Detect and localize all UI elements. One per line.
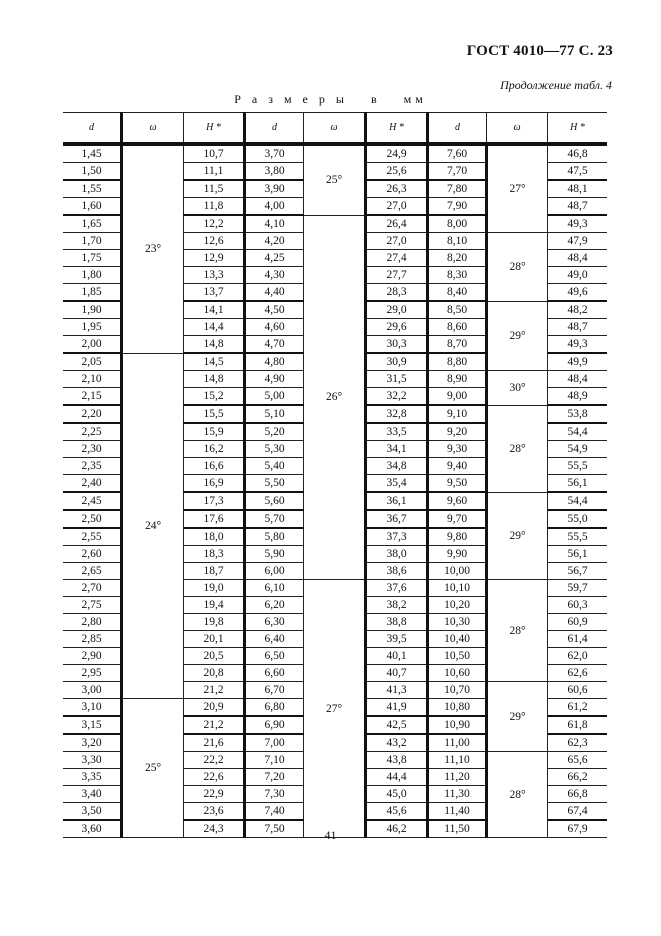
cell-h: 15,9 bbox=[184, 423, 245, 441]
cell-d: 6,60 bbox=[245, 665, 304, 682]
cell-d: 10,70 bbox=[428, 682, 487, 699]
cell-h: 60,6 bbox=[548, 682, 608, 699]
cell-d: 3,80 bbox=[245, 163, 304, 181]
cell-d: 11,40 bbox=[428, 803, 487, 821]
cell-d: 5,30 bbox=[245, 441, 304, 458]
cell-h: 67,9 bbox=[548, 820, 608, 838]
cell-d: 6,80 bbox=[245, 699, 304, 717]
cell-d: 4,10 bbox=[245, 215, 304, 233]
cell-h: 41,9 bbox=[366, 699, 428, 717]
cell-d: 3,00 bbox=[63, 682, 122, 699]
cell-d: 6,40 bbox=[245, 631, 304, 648]
cell-h: 48,4 bbox=[548, 250, 608, 267]
cell-d: 1,45 bbox=[63, 144, 122, 163]
cell-d: 5,20 bbox=[245, 423, 304, 441]
cell-h: 35,4 bbox=[366, 475, 428, 493]
cell-h: 66,2 bbox=[548, 769, 608, 786]
cell-h: 30,3 bbox=[366, 336, 428, 354]
table-continuation-label: Продолжение табл. 4 bbox=[500, 78, 612, 92]
cell-h: 39,5 bbox=[366, 631, 428, 648]
cell-d: 3,60 bbox=[63, 820, 122, 838]
cell-d: 8,90 bbox=[428, 371, 487, 388]
cell-d: 2,85 bbox=[63, 631, 122, 648]
cell-d: 2,35 bbox=[63, 458, 122, 475]
cell-d: 4,30 bbox=[245, 267, 304, 284]
cell-d: 10,90 bbox=[428, 716, 487, 734]
cell-omega-angle: 30° bbox=[487, 371, 548, 406]
cell-d: 2,90 bbox=[63, 648, 122, 665]
cell-d: 2,65 bbox=[63, 563, 122, 580]
cell-d: 3,50 bbox=[63, 803, 122, 821]
cell-d: 9,90 bbox=[428, 546, 487, 563]
cell-h: 47,5 bbox=[548, 163, 608, 181]
cell-d: 9,50 bbox=[428, 475, 487, 493]
cell-h: 14,8 bbox=[184, 336, 245, 354]
cell-d: 2,50 bbox=[63, 510, 122, 528]
cell-h: 54,4 bbox=[548, 423, 608, 441]
cell-d: 7,40 bbox=[245, 803, 304, 821]
cell-d: 6,90 bbox=[245, 716, 304, 734]
cell-h: 14,1 bbox=[184, 301, 245, 319]
cell-h: 11,1 bbox=[184, 163, 245, 181]
cell-omega-angle: 28° bbox=[487, 580, 548, 682]
cell-omega-angle: 25° bbox=[304, 144, 366, 215]
cell-d: 8,00 bbox=[428, 215, 487, 233]
col-header-omega-1: ω bbox=[122, 113, 184, 145]
cell-h: 48,7 bbox=[548, 319, 608, 336]
cell-h: 17,6 bbox=[184, 510, 245, 528]
cell-h: 32,2 bbox=[366, 388, 428, 406]
cell-h: 32,8 bbox=[366, 405, 428, 423]
col-header-h-2: H * bbox=[366, 113, 428, 145]
cell-d: 2,25 bbox=[63, 423, 122, 441]
cell-h: 31,5 bbox=[366, 371, 428, 388]
cell-h: 18,0 bbox=[184, 528, 245, 546]
cell-h: 48,4 bbox=[548, 371, 608, 388]
cell-h: 49,0 bbox=[548, 267, 608, 284]
cell-h: 14,8 bbox=[184, 371, 245, 388]
cell-d: 8,70 bbox=[428, 336, 487, 354]
cell-d: 6,70 bbox=[245, 682, 304, 699]
cell-h: 47,9 bbox=[548, 233, 608, 250]
cell-d: 9,60 bbox=[428, 492, 487, 510]
cell-h: 26,3 bbox=[366, 180, 428, 198]
cell-d: 10,40 bbox=[428, 631, 487, 648]
cell-d: 1,95 bbox=[63, 319, 122, 336]
cell-h: 25,6 bbox=[366, 163, 428, 181]
cell-d: 3,35 bbox=[63, 769, 122, 786]
cell-d: 8,40 bbox=[428, 284, 487, 302]
cell-d: 3,30 bbox=[63, 752, 122, 769]
cell-h: 36,1 bbox=[366, 492, 428, 510]
cell-d: 2,15 bbox=[63, 388, 122, 406]
cell-omega-angle: 25° bbox=[122, 699, 184, 838]
col-header-omega-2: ω bbox=[304, 113, 366, 145]
cell-d: 9,20 bbox=[428, 423, 487, 441]
cell-h: 65,6 bbox=[548, 752, 608, 769]
cell-d: 11,10 bbox=[428, 752, 487, 769]
cell-h: 20,5 bbox=[184, 648, 245, 665]
cell-h: 62,0 bbox=[548, 648, 608, 665]
cell-d: 9,80 bbox=[428, 528, 487, 546]
cell-d: 1,50 bbox=[63, 163, 122, 181]
cell-d: 1,70 bbox=[63, 233, 122, 250]
cell-h: 20,8 bbox=[184, 665, 245, 682]
cell-d: 7,30 bbox=[245, 786, 304, 803]
cell-h: 11,8 bbox=[184, 198, 245, 216]
cell-d: 2,10 bbox=[63, 371, 122, 388]
cell-h: 11,5 bbox=[184, 180, 245, 198]
cell-h: 34,8 bbox=[366, 458, 428, 475]
cell-h: 62,6 bbox=[548, 665, 608, 682]
cell-d: 7,00 bbox=[245, 734, 304, 752]
cell-h: 30,9 bbox=[366, 353, 428, 371]
cell-d: 5,60 bbox=[245, 492, 304, 510]
cell-d: 4,70 bbox=[245, 336, 304, 354]
cell-d: 8,10 bbox=[428, 233, 487, 250]
cell-d: 3,40 bbox=[63, 786, 122, 803]
cell-omega-angle: 27° bbox=[487, 144, 548, 233]
cell-h: 16,9 bbox=[184, 475, 245, 493]
cell-d: 4,50 bbox=[245, 301, 304, 319]
cell-h: 14,5 bbox=[184, 353, 245, 371]
cell-d: 9,30 bbox=[428, 441, 487, 458]
cell-h: 26,4 bbox=[366, 215, 428, 233]
cell-h: 38,6 bbox=[366, 563, 428, 580]
cell-d: 2,75 bbox=[63, 597, 122, 614]
cell-d: 7,50 bbox=[245, 820, 304, 838]
cell-h: 36,7 bbox=[366, 510, 428, 528]
cell-omega-angle: 29° bbox=[487, 492, 548, 580]
cell-d: 4,00 bbox=[245, 198, 304, 216]
cell-h: 22,2 bbox=[184, 752, 245, 769]
cell-h: 40,7 bbox=[366, 665, 428, 682]
units-word-in: в bbox=[370, 92, 381, 106]
cell-h: 60,9 bbox=[548, 614, 608, 631]
cell-h: 56,1 bbox=[548, 475, 608, 493]
cell-h: 42,5 bbox=[366, 716, 428, 734]
cell-d: 2,00 bbox=[63, 336, 122, 354]
cell-h: 27,7 bbox=[366, 267, 428, 284]
cell-d: 2,80 bbox=[63, 614, 122, 631]
cell-h: 15,2 bbox=[184, 388, 245, 406]
cell-h: 61,8 bbox=[548, 716, 608, 734]
cell-h: 55,0 bbox=[548, 510, 608, 528]
cell-h: 17,3 bbox=[184, 492, 245, 510]
cell-omega-angle: 28° bbox=[487, 233, 548, 302]
cell-d: 1,60 bbox=[63, 198, 122, 216]
cell-d: 2,20 bbox=[63, 405, 122, 423]
cell-d: 4,60 bbox=[245, 319, 304, 336]
cell-d: 9,40 bbox=[428, 458, 487, 475]
cell-h: 44,4 bbox=[366, 769, 428, 786]
cell-d: 9,10 bbox=[428, 405, 487, 423]
cell-h: 21,2 bbox=[184, 716, 245, 734]
cell-h: 46,2 bbox=[366, 820, 428, 838]
cell-h: 34,1 bbox=[366, 441, 428, 458]
cell-d: 8,50 bbox=[428, 301, 487, 319]
cell-omega-angle: 24° bbox=[122, 353, 184, 699]
cell-d: 5,70 bbox=[245, 510, 304, 528]
units-word-dimensions: Р а з м е р ы bbox=[234, 92, 348, 106]
cell-d: 11,50 bbox=[428, 820, 487, 838]
cell-d: 6,00 bbox=[245, 563, 304, 580]
cell-h: 55,5 bbox=[548, 458, 608, 475]
cell-d: 8,60 bbox=[428, 319, 487, 336]
cell-h: 55,5 bbox=[548, 528, 608, 546]
cell-d: 8,20 bbox=[428, 250, 487, 267]
cell-d: 4,40 bbox=[245, 284, 304, 302]
cell-d: 3,10 bbox=[63, 699, 122, 717]
cell-d: 3,15 bbox=[63, 716, 122, 734]
cell-h: 27,4 bbox=[366, 250, 428, 267]
cell-d: 10,00 bbox=[428, 563, 487, 580]
cell-h: 12,9 bbox=[184, 250, 245, 267]
cell-d: 1,85 bbox=[63, 284, 122, 302]
cell-h: 29,6 bbox=[366, 319, 428, 336]
col-header-d-1: d bbox=[63, 113, 122, 145]
cell-h: 37,6 bbox=[366, 580, 428, 597]
cell-d: 2,95 bbox=[63, 665, 122, 682]
cell-d: 6,30 bbox=[245, 614, 304, 631]
table-row bbox=[63, 144, 607, 163]
cell-h: 61,4 bbox=[548, 631, 608, 648]
cell-h: 20,9 bbox=[184, 699, 245, 717]
cell-h: 56,7 bbox=[548, 563, 608, 580]
cell-d: 5,10 bbox=[245, 405, 304, 423]
cell-h: 20,1 bbox=[184, 631, 245, 648]
cell-d: 9,00 bbox=[428, 388, 487, 406]
cell-h: 49,3 bbox=[548, 336, 608, 354]
cell-h: 62,3 bbox=[548, 734, 608, 752]
cell-d: 10,10 bbox=[428, 580, 487, 597]
cell-d: 4,90 bbox=[245, 371, 304, 388]
cell-d: 4,25 bbox=[245, 250, 304, 267]
cell-h: 21,6 bbox=[184, 734, 245, 752]
cell-d: 4,80 bbox=[245, 353, 304, 371]
cell-h: 43,2 bbox=[366, 734, 428, 752]
cell-d: 7,70 bbox=[428, 163, 487, 181]
cell-d: 3,90 bbox=[245, 180, 304, 198]
cell-d: 7,20 bbox=[245, 769, 304, 786]
cell-h: 49,9 bbox=[548, 353, 608, 371]
cell-h: 46,8 bbox=[548, 144, 608, 163]
cell-d: 2,55 bbox=[63, 528, 122, 546]
cell-d: 10,50 bbox=[428, 648, 487, 665]
cell-omega-angle: 28° bbox=[487, 752, 548, 838]
cell-h: 23,6 bbox=[184, 803, 245, 821]
cell-d: 11,00 bbox=[428, 734, 487, 752]
cell-d: 3,20 bbox=[63, 734, 122, 752]
cell-h: 19,0 bbox=[184, 580, 245, 597]
cell-h: 48,2 bbox=[548, 301, 608, 319]
document-header: ГОСТ 4010—77 С. 23 bbox=[466, 43, 613, 59]
table-body bbox=[63, 144, 607, 838]
cell-h: 12,6 bbox=[184, 233, 245, 250]
cell-h: 38,8 bbox=[366, 614, 428, 631]
cell-d: 7,10 bbox=[245, 752, 304, 769]
col-header-h-3: H * bbox=[548, 113, 608, 145]
cell-h: 16,2 bbox=[184, 441, 245, 458]
units-word-mm: мм bbox=[403, 92, 427, 106]
cell-h: 45,0 bbox=[366, 786, 428, 803]
cell-h: 28,3 bbox=[366, 284, 428, 302]
cell-d: 10,30 bbox=[428, 614, 487, 631]
col-header-omega-3: ω bbox=[487, 113, 548, 145]
cell-d: 5,50 bbox=[245, 475, 304, 493]
cell-d: 4,20 bbox=[245, 233, 304, 250]
cell-h: 38,0 bbox=[366, 546, 428, 563]
cell-h: 14,4 bbox=[184, 319, 245, 336]
cell-h: 18,7 bbox=[184, 563, 245, 580]
cell-h: 45,6 bbox=[366, 803, 428, 821]
cell-d: 11,30 bbox=[428, 786, 487, 803]
cell-h: 22,6 bbox=[184, 769, 245, 786]
cell-omega-angle: 27° bbox=[304, 580, 366, 838]
cell-d: 6,10 bbox=[245, 580, 304, 597]
cell-d: 2,70 bbox=[63, 580, 122, 597]
cell-d: 5,40 bbox=[245, 458, 304, 475]
cell-h: 15,5 bbox=[184, 405, 245, 423]
cell-omega-angle: 29° bbox=[487, 301, 548, 371]
cell-h: 24,3 bbox=[184, 820, 245, 838]
cell-h: 60,3 bbox=[548, 597, 608, 614]
cell-d: 2,05 bbox=[63, 353, 122, 371]
cell-d: 1,55 bbox=[63, 180, 122, 198]
cell-h: 27,0 bbox=[366, 233, 428, 250]
cell-h: 24,9 bbox=[366, 144, 428, 163]
cell-h: 22,9 bbox=[184, 786, 245, 803]
cell-d: 8,30 bbox=[428, 267, 487, 284]
cell-h: 48,9 bbox=[548, 388, 608, 406]
cell-d: 1,90 bbox=[63, 301, 122, 319]
cell-h: 33,5 bbox=[366, 423, 428, 441]
cell-h: 38,2 bbox=[366, 597, 428, 614]
cell-h: 10,7 bbox=[184, 144, 245, 163]
table-header-row bbox=[63, 113, 607, 145]
cell-h: 66,8 bbox=[548, 786, 608, 803]
cell-omega-angle: 29° bbox=[487, 682, 548, 752]
cell-d: 2,45 bbox=[63, 492, 122, 510]
cell-h: 54,4 bbox=[548, 492, 608, 510]
cell-h: 29,0 bbox=[366, 301, 428, 319]
cell-d: 6,50 bbox=[245, 648, 304, 665]
cell-d: 5,00 bbox=[245, 388, 304, 406]
cell-d: 2,60 bbox=[63, 546, 122, 563]
cell-h: 54,9 bbox=[548, 441, 608, 458]
units-caption bbox=[0, 92, 661, 107]
cell-h: 43,8 bbox=[366, 752, 428, 769]
cell-h: 13,7 bbox=[184, 284, 245, 302]
cell-h: 48,1 bbox=[548, 180, 608, 198]
cell-d: 2,30 bbox=[63, 441, 122, 458]
cell-d: 1,75 bbox=[63, 250, 122, 267]
cell-d: 7,80 bbox=[428, 180, 487, 198]
col-header-d-3: d bbox=[428, 113, 487, 145]
cell-d: 5,90 bbox=[245, 546, 304, 563]
cell-h: 13,3 bbox=[184, 267, 245, 284]
cell-d: 6,20 bbox=[245, 597, 304, 614]
cell-d: 9,70 bbox=[428, 510, 487, 528]
cell-h: 27,0 bbox=[366, 198, 428, 216]
cell-h: 18,3 bbox=[184, 546, 245, 563]
cell-h: 61,2 bbox=[548, 699, 608, 717]
cell-omega-angle: 28° bbox=[487, 405, 548, 492]
cell-h: 19,4 bbox=[184, 597, 245, 614]
cell-omega-angle: 23° bbox=[122, 144, 184, 353]
cell-d: 10,60 bbox=[428, 665, 487, 682]
cell-d: 3,70 bbox=[245, 144, 304, 163]
cell-h: 16,6 bbox=[184, 458, 245, 475]
col-header-h-1: H * bbox=[184, 113, 245, 145]
cell-h: 37,3 bbox=[366, 528, 428, 546]
cell-h: 12,2 bbox=[184, 215, 245, 233]
cell-h: 49,3 bbox=[548, 215, 608, 233]
cell-d: 5,80 bbox=[245, 528, 304, 546]
cell-h: 56,1 bbox=[548, 546, 608, 563]
cell-h: 19,8 bbox=[184, 614, 245, 631]
cell-h: 21,2 bbox=[184, 682, 245, 699]
cell-h: 49,6 bbox=[548, 284, 608, 302]
dimensions-table bbox=[63, 112, 607, 838]
cell-d: 10,20 bbox=[428, 597, 487, 614]
cell-d: 8,80 bbox=[428, 353, 487, 371]
cell-d: 1,65 bbox=[63, 215, 122, 233]
cell-d: 10,80 bbox=[428, 699, 487, 717]
cell-h: 40,1 bbox=[366, 648, 428, 665]
cell-d: 7,60 bbox=[428, 144, 487, 163]
cell-h: 41,3 bbox=[366, 682, 428, 699]
cell-h: 48,7 bbox=[548, 198, 608, 216]
cell-d: 11,20 bbox=[428, 769, 487, 786]
cell-h: 67,4 bbox=[548, 803, 608, 821]
cell-h: 53,8 bbox=[548, 405, 608, 423]
cell-h: 59,7 bbox=[548, 580, 608, 597]
cell-d: 7,90 bbox=[428, 198, 487, 216]
cell-d: 1,80 bbox=[63, 267, 122, 284]
page-number: 41 bbox=[324, 828, 337, 842]
cell-d: 2,40 bbox=[63, 475, 122, 493]
col-header-d-2: d bbox=[245, 113, 304, 145]
cell-omega-angle: 26° bbox=[304, 215, 366, 580]
